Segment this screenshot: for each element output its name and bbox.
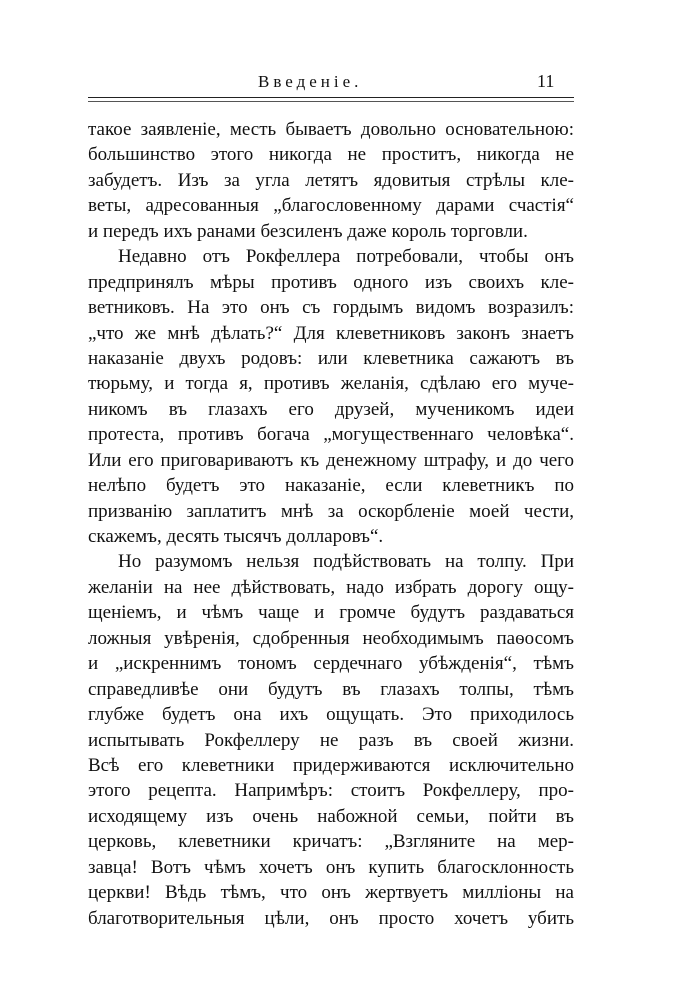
text-line: справедливѣе они будутъ въ глазахъ толпы, тѣмъ xyxy=(88,678,574,700)
text-line: ветниковъ. На это онъ съ гордымъ видомъ возразилъ: xyxy=(88,297,574,319)
text-line: ложныя увѣренія, сдобренныя необходимымъ паѳосомъ xyxy=(88,627,574,649)
text-line: предпринялъ мѣры противъ одного изъ своихъ кле- xyxy=(88,271,574,293)
chapter-title: Введеніе. xyxy=(258,72,363,91)
text-line: призванію заплатитъ мнѣ за оскорбленіе моей чести, xyxy=(88,500,574,522)
text-line: такое заявленіе, месть бываетъ довольно основательною: xyxy=(88,119,574,140)
text-line: исходящему изъ очень набожной семьи, пойти въ xyxy=(88,805,574,827)
text-line: желаніи на нее дѣйствовать, надо избрать дорогу ощу- xyxy=(88,576,574,598)
text-line: завца! Вотъ чѣмъ хочетъ онъ купить благосклонность xyxy=(88,856,574,878)
running-head xyxy=(0,68,675,96)
text-line: этого рецепта. Напримѣръ: стоитъ Рокфеллеру, про- xyxy=(88,780,574,802)
text-line: церкви! Вѣдь тѣмъ, что онъ жертвуетъ милліоны на xyxy=(88,882,574,904)
text-line: глубже будетъ она ихъ ощущать. Это приходилось xyxy=(88,704,574,726)
text-line: тюрьму, и тогда я, противъ желанія, сдѣлаю его муче- xyxy=(88,373,574,395)
text-line: Или его приговариваютъ къ денежному штрафу, и до чего xyxy=(88,449,574,471)
paragraph-first-line: Недавно отъ Рокфеллера потребовали, чтобы онъ xyxy=(118,246,574,268)
paragraph-first-line: Но разумомъ нельзя подѣйствовать на толпу. При xyxy=(118,551,574,573)
text-line: протеста, противъ богача „могущественнаго человѣка“. xyxy=(88,424,574,446)
text-line: нелѣпо будетъ это наказаніе, если клеветникъ по xyxy=(88,475,574,497)
header-rule xyxy=(88,97,574,98)
text-line: никомъ въ глазахъ его друзей, мученикомъ идеи xyxy=(88,398,574,420)
text-line: испытывать Рокфеллеру не разъ въ своей жизни. xyxy=(88,729,574,751)
text-line: Всѣ его клеветники придерживаются исключительно xyxy=(88,754,574,776)
page-number: 11 xyxy=(537,71,555,91)
text-line: наказаніе двухъ родовъ: или клеветника сажаютъ въ xyxy=(88,347,574,369)
text-line: большинство этого никогда не проститъ, никогда не xyxy=(88,144,574,166)
text-line: скажемъ, десять тысячъ долларовъ“. xyxy=(88,526,384,547)
header-rule-secondary xyxy=(88,101,574,102)
text-line: щеніемъ, и чѣмъ чаще и громче будутъ раздаваться xyxy=(88,602,574,624)
text-line: веты, адресованныя „благословенному дарами счастія“ xyxy=(88,195,574,217)
text-line: и „искреннимъ тономъ сердечнаго убѣжденія“, тѣмъ xyxy=(88,653,574,675)
text-line: церковь, клеветники кричатъ: „Взгляните на мер- xyxy=(88,831,574,853)
text-line: „что же мнѣ дѣлать?“ Для клеветниковъ законъ знаетъ xyxy=(88,322,574,344)
body-text xyxy=(88,117,574,931)
text-line: и передъ ихъ ранами безсиленъ даже король торговли. xyxy=(88,220,528,242)
text-line: забудетъ. Изъ за угла летятъ ядовитыя стрѣлы кле- xyxy=(88,169,574,191)
text-line: благотворительныя цѣли, онъ просто хочетъ убить xyxy=(88,907,574,929)
